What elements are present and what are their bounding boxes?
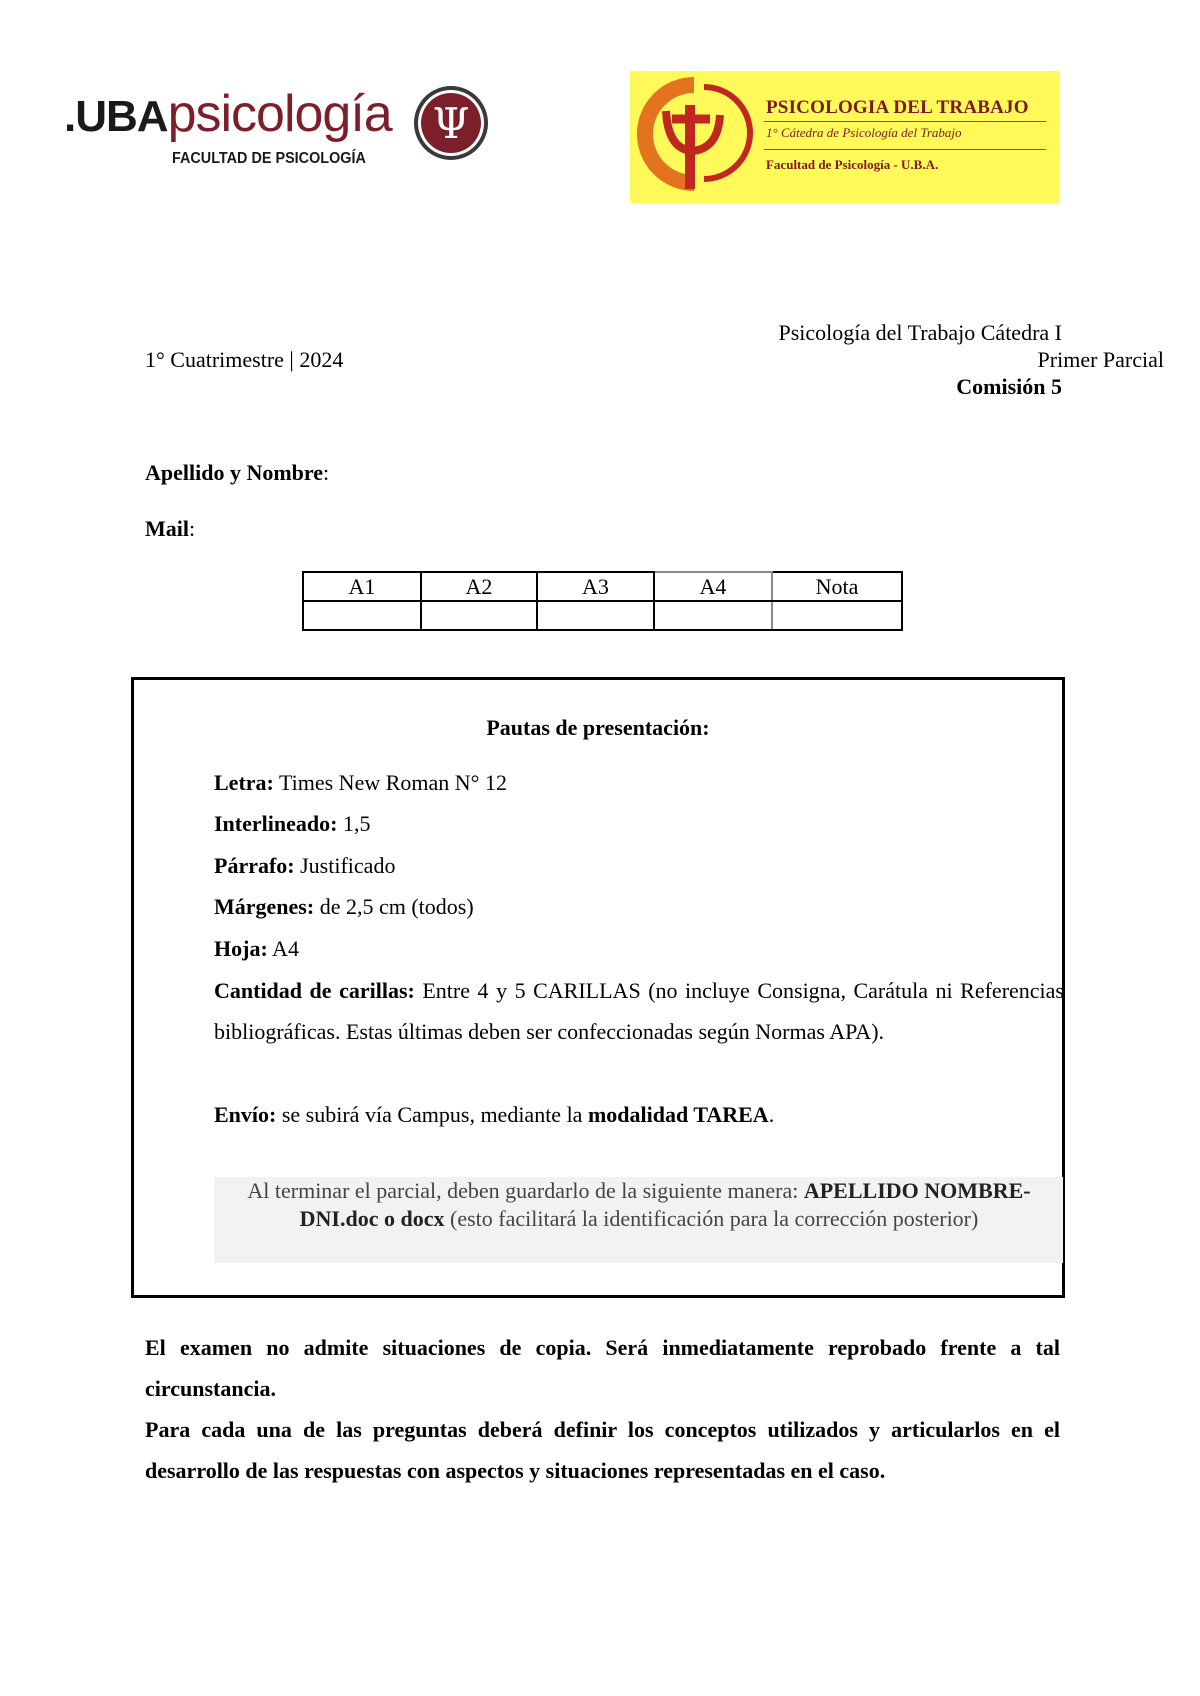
uba-prefix: .UBA bbox=[64, 92, 168, 141]
grade-cell-a1 bbox=[303, 601, 421, 630]
grades-table bbox=[302, 571, 903, 631]
guideline-margins: Márgenes: de 2,5 cm (todos) bbox=[214, 894, 474, 919]
uba-wordmark bbox=[64, 85, 392, 143]
psicologia-del-trabajo-logo bbox=[630, 71, 1060, 203]
psi-emblem-icon bbox=[412, 84, 490, 162]
uba-psicologia-logo bbox=[64, 84, 494, 184]
filename-note-text: Al terminar el parcial, deben guardarlo de la siguiente manera: APELLIDO NOMBRE-DNI.doc o docx (esto facilitará la identificación para la corrección posterior) bbox=[247, 1178, 1031, 1231]
grade-header-a1: A1 bbox=[303, 572, 421, 601]
grade-cell-a2 bbox=[421, 601, 537, 630]
mail-field-label: Mail: bbox=[145, 516, 196, 541]
grades-value-row bbox=[303, 601, 902, 630]
grade-header-a4: A4 bbox=[654, 572, 772, 601]
guideline-sheet: Hoja: A4 bbox=[214, 936, 299, 961]
grade-cell-a4 bbox=[654, 601, 772, 630]
grades-header-row bbox=[303, 572, 902, 601]
catedra-subtitle: 1° Cátedra de Psicología del Trabajo bbox=[766, 125, 962, 140]
grade-header-a2: A2 bbox=[421, 572, 537, 601]
guideline-line-spacing: Interlineado: 1,5 bbox=[214, 811, 371, 836]
guideline-page-count: Cantidad de carillas: Entre 4 y 5 CARILLAS (no incluye Consigna, Carátula ni Referencias bibliográficas. Estas últimas deben ser confeccionadas según Normas APA). bbox=[214, 978, 1064, 1044]
grade-header-a3: A3 bbox=[537, 572, 654, 601]
commission-label: Comisión 5 bbox=[956, 374, 1062, 399]
grade-header-nota: Nota bbox=[772, 572, 902, 601]
grade-cell-nota bbox=[772, 601, 902, 630]
uba-name: psicología bbox=[167, 85, 392, 143]
psi-glyph: Ψ bbox=[432, 99, 470, 148]
no-copy-rule: El examen no admite situaciones de copia. Será inmediatamente reprobado frente a tal circunstancia. bbox=[145, 1335, 1060, 1401]
catedra-name: Psicología del Trabajo Cátedra I bbox=[778, 320, 1062, 345]
uba-subtitle: FACULTAD DE PSICOLOGÍA bbox=[172, 150, 366, 167]
grade-cell-a3 bbox=[537, 601, 654, 630]
catedra-divider bbox=[764, 149, 1046, 150]
catedra-faculty: Facultad de Psicología - U.B.A. bbox=[766, 157, 939, 172]
term-label: 1° Cuatrimestre | 2024 bbox=[145, 347, 344, 372]
answer-instructions: Para cada una de las preguntas deberá definir los conceptos utilizados y articularlos en el desarrollo de las respuestas con aspectos y situaciones representadas en el caso. bbox=[145, 1417, 1060, 1483]
guidelines-title: Pautas de presentación: bbox=[486, 715, 710, 740]
tpsi-emblem-icon bbox=[634, 71, 754, 203]
exam-name: Primer Parcial bbox=[1037, 347, 1164, 372]
guideline-paragraph: Párrafo: Justificado bbox=[214, 853, 396, 878]
catedra-divider bbox=[764, 121, 1046, 122]
guideline-submission: Envío: se subirá vía Campus, mediante la modalidad TAREA. bbox=[214, 1102, 775, 1127]
filename-note bbox=[214, 1177, 1063, 1263]
guideline-font: Letra: Times New Roman N° 12 bbox=[214, 770, 507, 795]
name-field-label: Apellido y Nombre: bbox=[145, 460, 330, 485]
catedra-title: PSICOLOGIA DEL TRABAJO bbox=[766, 97, 1029, 118]
